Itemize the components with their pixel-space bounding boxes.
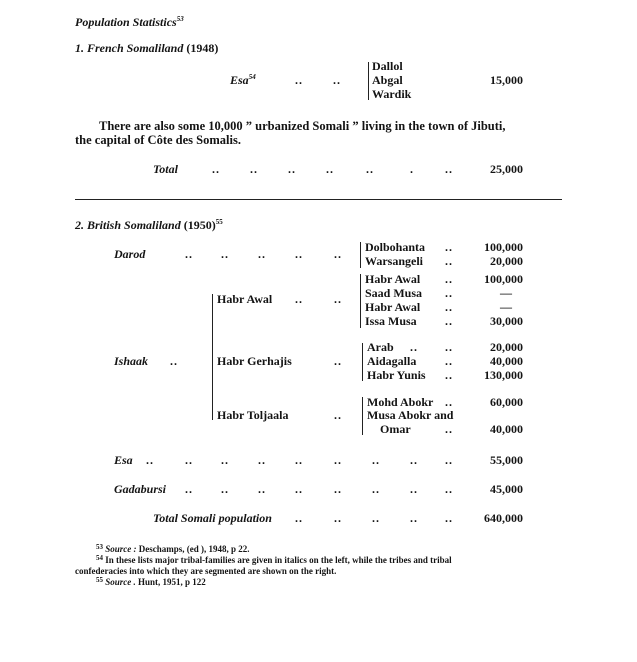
leader-dots: .. xyxy=(221,453,229,467)
leader-dots: .. xyxy=(445,286,453,300)
leader-dots: .. xyxy=(334,511,342,525)
tribe-value: 20,000 xyxy=(490,254,523,268)
tribe-value: 40,000 xyxy=(490,354,523,368)
leader-dots: .. xyxy=(334,482,342,496)
tribe-name: Abgal xyxy=(372,73,403,87)
footnote-54-line2: confederacies into which they are segmented are shown on the right. xyxy=(75,566,337,576)
subgroup-label: Habr Gerhajis xyxy=(217,354,292,368)
leader-dots: .. xyxy=(295,247,303,261)
leader-dots: .. xyxy=(445,272,453,286)
leader-dots: .. xyxy=(445,354,453,368)
leader-dot: . xyxy=(410,162,414,176)
leader-dots: .. xyxy=(295,453,303,467)
leader-dots: .. xyxy=(372,511,380,525)
leader-dots: .. xyxy=(288,162,296,176)
tribe-name: Issa Musa xyxy=(365,314,417,328)
esa-value: 55,000 xyxy=(490,453,523,467)
leader-dots: .. xyxy=(250,162,258,176)
leader-dots: .. xyxy=(295,482,303,496)
tribe-name: Habr Awal xyxy=(365,272,421,286)
section-divider xyxy=(75,199,562,200)
s1-total-label: Total xyxy=(153,162,178,176)
leader-dots: .. xyxy=(258,453,266,467)
bracket xyxy=(360,242,361,268)
tribe-name: Warsangeli xyxy=(365,254,424,268)
leader-dots: .. xyxy=(334,453,342,467)
leader-dots: .. xyxy=(445,368,453,382)
leader-dots: .. xyxy=(295,292,303,306)
leader-dots: .. xyxy=(445,422,453,436)
s1-total-value: 25,000 xyxy=(490,162,523,176)
esa-label: Esa xyxy=(114,453,133,467)
section2-heading: 2. British Somaliland $(1950)^{55}$ xyxy=(75,218,223,232)
footnote-54-line1: $^{54}$ In these lists major tribal-families are given in italics on the left, while the tribes and tribal xyxy=(96,554,452,565)
tribe-name: Dallol xyxy=(372,59,403,73)
section1-heading: 1. French Somaliland (1948) xyxy=(75,41,219,55)
tribe-value: 100,000 xyxy=(484,272,523,286)
leader-dots: .. xyxy=(372,453,380,467)
leader-dots: .. xyxy=(445,162,453,176)
leader-dots: .. xyxy=(445,395,453,409)
bracket xyxy=(362,397,363,435)
tribe-name: Saad Musa xyxy=(365,286,423,300)
leader-dots: .. xyxy=(445,453,453,467)
tribe-name: Habr Awal xyxy=(365,300,421,314)
footnote-55: $^{55}$ Source . Hunt, 1951, p 122 xyxy=(96,576,206,587)
tribe-value: 40,000 xyxy=(490,422,523,436)
subgroup-label: Habr Awal xyxy=(217,292,273,306)
leader-dots: .. xyxy=(146,453,154,467)
leader-dots: .. xyxy=(445,314,453,328)
tribe-value: 100,000 xyxy=(484,240,523,254)
ishaak-label: Ishaak xyxy=(114,354,149,368)
leader-dots: .. xyxy=(334,408,342,422)
leader-dots: .. xyxy=(295,73,303,87)
leader-dots: .. xyxy=(221,247,229,261)
tribe-name: Dolbohanta xyxy=(365,240,426,254)
leader-dots: .. xyxy=(295,511,303,525)
leader-dots: .. xyxy=(366,162,374,176)
s1-family-label: Esa$^{54}$ xyxy=(230,73,256,87)
paragraph-line: the capital of Côte des Somalis. xyxy=(75,133,241,147)
tribe-name: Arab xyxy=(367,340,394,354)
tribe-value: 130,000 xyxy=(484,368,523,382)
leader-dots: .. xyxy=(445,340,453,354)
leader-dots: .. xyxy=(445,300,453,314)
tribe-name: Wardik xyxy=(372,87,412,101)
leader-dots: .. xyxy=(326,162,334,176)
bracket xyxy=(362,343,363,381)
s2-total-label: Total Somali population xyxy=(153,511,272,525)
tribe-value: — xyxy=(500,300,512,314)
page-title: Population Statistics$^{53}$ xyxy=(75,15,184,29)
subgroup-label: Habr Toljaala xyxy=(217,408,289,422)
tribe-value: 20,000 xyxy=(490,340,523,354)
tribe-value: 60,000 xyxy=(490,395,523,409)
leader-dots: .. xyxy=(221,482,229,496)
leader-dots: .. xyxy=(258,247,266,261)
leader-dots: .. xyxy=(410,340,418,354)
leader-dots: .. xyxy=(410,482,418,496)
leader-dots: .. xyxy=(445,240,453,254)
leader-dots: .. xyxy=(445,254,453,268)
bracket xyxy=(360,274,361,328)
tribe-name: Habr Yunis xyxy=(367,368,426,382)
leader-dots: .. xyxy=(410,453,418,467)
leader-dots: .. xyxy=(185,247,193,261)
s1-value: 15,000 xyxy=(490,73,523,87)
leader-dots: .. xyxy=(170,354,178,368)
paragraph-line: There are also some 10,000 ” urbanized Somali ” living in the town of Jibuti, xyxy=(99,119,506,133)
leader-dots: .. xyxy=(372,482,380,496)
leader-dots: .. xyxy=(185,453,193,467)
gadabursi-label: Gadabursi xyxy=(114,482,167,496)
leader-dots: .. xyxy=(334,354,342,368)
footnote-53: $^{53}$ Source : Deschamps, (ed ), 1948, p 22. xyxy=(96,543,250,554)
s2-total-value: 640,000 xyxy=(484,511,523,525)
leader-dots: .. xyxy=(445,511,453,525)
leader-dots: .. xyxy=(258,482,266,496)
tribe-name: Aidagalla xyxy=(367,354,417,368)
bracket xyxy=(212,294,213,420)
bracket xyxy=(368,62,369,100)
leader-dots: .. xyxy=(445,482,453,496)
tribe-name: Musa Abokr and xyxy=(367,408,454,422)
tribe-name: Mohd Abokr xyxy=(367,395,434,409)
tribe-value: 30,000 xyxy=(490,314,523,328)
leader-dots: .. xyxy=(185,482,193,496)
gadabursi-value: 45,000 xyxy=(490,482,523,496)
leader-dots: .. xyxy=(410,511,418,525)
leader-dots: .. xyxy=(212,162,220,176)
tribe-name: Omar xyxy=(380,422,411,436)
tribe-value: — xyxy=(500,286,512,300)
leader-dots: .. xyxy=(333,73,341,87)
darod-label: Darod xyxy=(114,247,146,261)
leader-dots: .. xyxy=(334,292,342,306)
leader-dots: .. xyxy=(334,247,342,261)
